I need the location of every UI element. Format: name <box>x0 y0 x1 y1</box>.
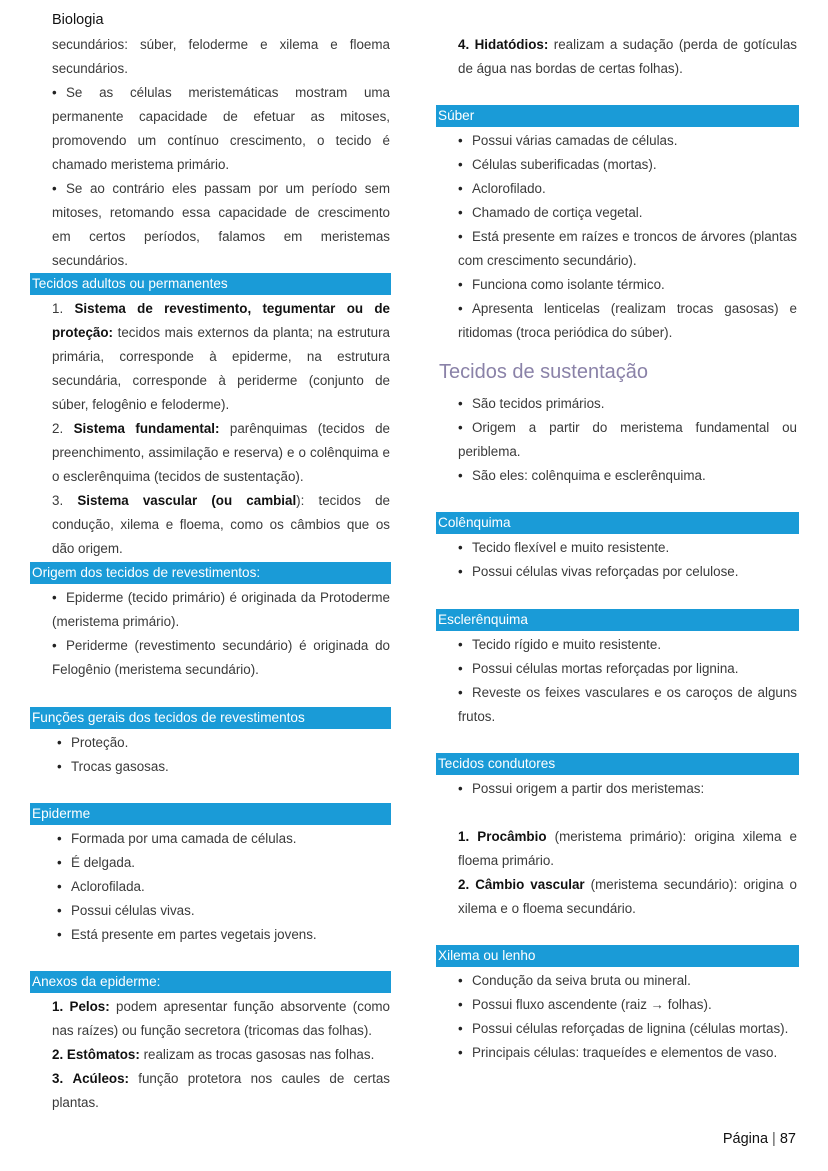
list-item: • Possui células vivas reforçadas por celulose. <box>458 564 739 579</box>
list-item: • Tecido flexível e muito resistente. <box>458 540 670 555</box>
section-header-xilema: Xilema ou lenho <box>436 945 799 967</box>
list-item: • É delgada. <box>57 855 136 870</box>
anexos-item-4: 4. Hidatódios: realizam a sudação (perda de gotículas de água nas bordas de certas folhas). <box>458 37 797 76</box>
list-item: • Chamado de cortiça vegetal. <box>458 205 643 220</box>
section-header-esclerenquima: Esclerênquima <box>436 609 799 631</box>
list-item: • Formada por uma camada de células. <box>57 831 297 846</box>
condutores-item-1: 1. Procâmbio (meristema primário): origina xilema e floema primário. <box>458 829 797 868</box>
list-item: • Possui origem a partir dos meristemas: <box>458 781 705 796</box>
page-number: 87 <box>779 1131 796 1147</box>
intro-continuation: secundários: súber, feloderme e xilema e floema secundários. <box>52 37 390 76</box>
sustentacao-bullet-2: • Origem a partir do meristema fundamental ou periblema. <box>458 420 797 459</box>
section-header-tecidos-adultos: Tecidos adultos ou permanentes <box>30 273 391 295</box>
anexos-item-2: 2. Estômatos: realizam as trocas gasosas nas folhas. <box>52 1047 375 1062</box>
page-label: Página <box>722 1131 769 1147</box>
list-item: • Possui fluxo ascendente (raiz → folhas). <box>458 997 712 1012</box>
header-subject: Biologia <box>52 12 104 28</box>
suber-bullet-5: • Está presente em raízes e troncos de árvores (plantas com crescimento secundário). <box>458 229 797 268</box>
list-item: • Proteção. <box>57 735 129 750</box>
adultos-item-2: 2. Sistema fundamental: parênquimas (tecidos de preenchimento, assimilação e reserva) e o colênquima e o esclerênquima (tecidos de sustentação). <box>52 421 390 484</box>
list-item: • São eles: colênquima e esclerênquima. <box>458 468 706 483</box>
section-header-colenquima: Colênquima <box>436 512 799 534</box>
list-item: • Aclorofilado. <box>458 181 546 196</box>
section-header-epiderme: Epiderme <box>30 803 391 825</box>
list-item: • Possui células mortas reforçadas por lignina. <box>458 661 739 676</box>
list-item: • Possui várias camadas de células. <box>458 133 678 148</box>
adultos-item-3: 3. Sistema vascular (ou cambial): tecidos de condução, xilema e floema, como os câmbios que os dão origem. <box>52 493 390 556</box>
section-header-anexos: Anexos da epiderme: <box>30 971 391 993</box>
page-footer <box>723 1131 796 1147</box>
list-item: • Possui células vivas. <box>57 903 195 918</box>
section-header-suber: Súber <box>436 105 799 127</box>
intro-bullet-1: • Se as células meristemáticas mostram uma permanente capacidade de efetuar as mitoses, promovendo um contínuo crescimento, o tecido é chamado meristema primário. <box>52 85 390 172</box>
list-item: • Está presente em partes vegetais jovens. <box>57 927 317 942</box>
list-item: • Tecido rígido e muito resistente. <box>458 637 662 652</box>
list-item: • Aclorofilada. <box>57 879 145 894</box>
origem-bullet-1: • Epiderme (tecido primário) é originada da Protoderme (meristema primário). <box>52 590 390 629</box>
list-item: • Principais células: traqueídes e elementos de vaso. <box>458 1045 778 1060</box>
list-item: • Condução da seiva bruta ou mineral. <box>458 973 691 988</box>
list-item: • Funciona como isolante térmico. <box>458 277 665 292</box>
adultos-item-1: 1. Sistema de revestimento, tegumentar ou de proteção: tecidos mais externos da planta; na estrutura primária, corresponde à epiderme, na estrutura secundária, corresponde à periderme (conjunto de súber, felogênio e feloderme). <box>52 301 390 412</box>
heading-tecidos-sustentacao: Tecidos de sustentação <box>439 361 649 383</box>
section-header-origem: Origem dos tecidos de revestimentos: <box>30 562 391 584</box>
intro-bullet-2: • Se ao contrário eles passam por um período sem mitoses, retomando essa capacidade de crescimento em certos períodos, falamos em meristemas secundários. <box>52 181 390 268</box>
section-header-condutores: Tecidos condutores <box>436 753 799 775</box>
list-item: • São tecidos primários. <box>458 396 605 411</box>
page-separator: | <box>772 1131 776 1147</box>
list-item: • Trocas gasosas. <box>57 759 169 774</box>
suber-bullet-7: • Apresenta lenticelas (realizam trocas gasosas) e ritidomas (troca periódica do súber). <box>458 301 797 340</box>
section-header-funcoes: Funções gerais dos tecidos de revestimentos <box>30 707 391 729</box>
list-item: • Células suberificadas (mortas). <box>458 157 657 172</box>
esclerenquima-bullet-3: • Reveste os feixes vasculares e os caroços de alguns frutos. <box>458 685 797 724</box>
condutores-item-2: 2. Câmbio vascular (meristema secundário): origina o xilema e o floema secundário. <box>458 877 797 916</box>
origem-bullet-2: • Periderme (revestimento secundário) é originada do Felogênio (meristema secundário). <box>52 638 390 677</box>
anexos-item-1: 1. Pelos: podem apresentar função absorvente (como nas raízes) ou função secretora (tricomas das folhas). <box>52 999 390 1038</box>
anexos-item-3: 3. Acúleos: função protetora nos caules de certas plantas. <box>52 1071 390 1110</box>
list-item: • Possui células reforçadas de lignina (células mortas). <box>458 1021 789 1036</box>
